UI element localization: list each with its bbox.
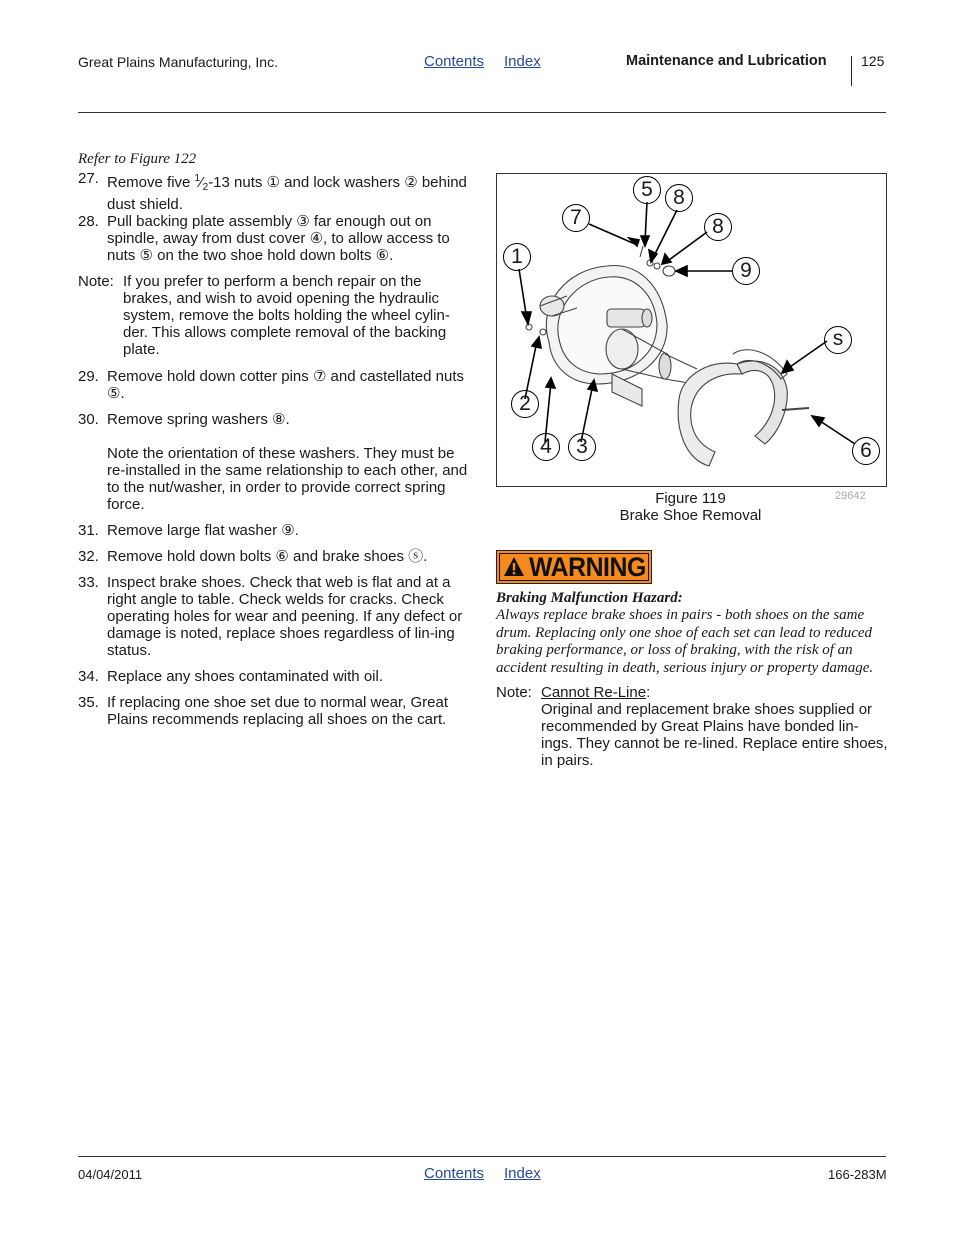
callout-4: 4 [532, 433, 560, 461]
footer-doc-number: 166-283M [828, 1167, 887, 1182]
figure-image-id: 29642 [835, 490, 866, 502]
note-heading: Cannot Re-Line: [541, 684, 651, 701]
index-link[interactable]: Index [504, 53, 541, 70]
footer-contents-link[interactable]: Contents [424, 1165, 485, 1182]
figure-caption-number: Figure 119 [655, 490, 726, 507]
warning-badge [496, 550, 652, 584]
step-number: 27. [78, 170, 99, 187]
footer-index-link[interactable]: Index [504, 1165, 541, 1182]
step-text: Remove five $^1⁄_2-13$ nuts ① and lock washers ② behind dust shield. [107, 173, 467, 213]
warning-title: Braking Malfunction Hazard: [496, 590, 683, 606]
note-bench-repair [78, 273, 470, 358]
note-label: Note: [78, 273, 114, 290]
step-number: 30. [78, 411, 99, 428]
note-cannot-reline [496, 684, 888, 769]
step-31 [78, 522, 470, 539]
step-text: Inspect brake shoes. Check that web is flat and at a right angle to table. Check welds for cracks. Check operating holes for wear and peening. If any defect or damage is noted, replace shoes regardless of lin-ing status. [107, 574, 463, 659]
note-text: Original and replacement brake shoes supplied or recommended by Great Plains have bonded lin-ings. They cannot be re-lined. Replace entire shoes, in pairs. [541, 701, 888, 769]
step-33 [78, 574, 470, 659]
step-29 [78, 368, 470, 402]
figure-brake-shoe-removal [496, 173, 887, 487]
step-number: 31. [78, 522, 99, 539]
contents-link[interactable]: Contents [424, 53, 485, 70]
step-number: 32. [78, 548, 99, 565]
step-28 [78, 213, 470, 264]
figure-reference: Refer to Figure 122 [78, 151, 197, 167]
step-text: Remove large flat washer ⑨. [107, 522, 299, 539]
step-text: Remove hold down bolts ⑥ and brake shoes ⓢ. [107, 548, 428, 565]
page-number: 125 [861, 53, 885, 69]
note-text: If you prefer to perform a bench repair on the brakes, and wish to avoid opening the hydraulic system, remove the bolts holding the wheel cylin-der. This allows complete removal of the backing plate. [123, 273, 450, 358]
step-number: 34. [78, 668, 99, 685]
step-32 [78, 548, 470, 565]
callout-5: 5 [633, 176, 661, 204]
warning-text: Always replace brake shoes in pairs - both shoes on the same drum. Replacing only one shoe of each set can lead to reduced braking performance, or loss of braking, with the risk of an accident resulting in death, serious injury or property damage. [496, 607, 874, 676]
callout-9: 9 [732, 257, 760, 285]
callout-2: 2 [511, 390, 539, 418]
step-34 [78, 668, 470, 685]
company-name: Great Plains Manufacturing, Inc. [78, 54, 278, 70]
warning-triangle-icon [503, 556, 525, 578]
step-30 [78, 411, 470, 513]
step-text: If replacing one shoe set due to normal wear, Great Plains recommends replacing all shoes on the cart. [107, 694, 449, 728]
footer-date: 04/04/2011 [78, 1167, 143, 1182]
step-text: Remove spring washers ⑧. [107, 411, 290, 428]
callout-8-b: 8 [704, 213, 732, 241]
callout-7: 7 [562, 204, 590, 232]
header-divider [851, 56, 852, 86]
step-note: Note the orientation of these washers. They must be re-installed in the same relationship to each other, and to the nut/washer, in order to provide correct spring force. [107, 445, 468, 513]
figure-caption-title: Brake Shoe Removal [619, 507, 762, 524]
callout-1: 1 [503, 243, 531, 271]
header-rule [78, 112, 886, 113]
note-label: Note: [496, 684, 532, 701]
step-35 [78, 694, 470, 728]
step-number: 35. [78, 694, 99, 711]
callout-6: 6 [852, 437, 880, 465]
callout-3: 3 [568, 433, 596, 461]
footer-rule [78, 1156, 886, 1157]
step-number: 28. [78, 213, 99, 230]
callout-8: 8 [665, 184, 693, 212]
step-text: Pull backing plate assembly ③ far enough out on spindle, away from dust cover ④, to allow access to nuts ⑤ on the two shoe hold down bolts ⑥. [107, 213, 450, 264]
step-text: Remove hold down cotter pins ⑦ and castellated nuts ⑤. [107, 368, 464, 402]
section-title: Maintenance and Lubrication [626, 53, 827, 69]
warning-label: WARNING [529, 552, 646, 582]
step-number: 29. [78, 368, 99, 385]
callout-s: s [824, 326, 852, 354]
step-27 [78, 170, 470, 213]
step-number: 33. [78, 574, 99, 591]
step-text: Replace any shoes contaminated with oil. [107, 668, 383, 685]
